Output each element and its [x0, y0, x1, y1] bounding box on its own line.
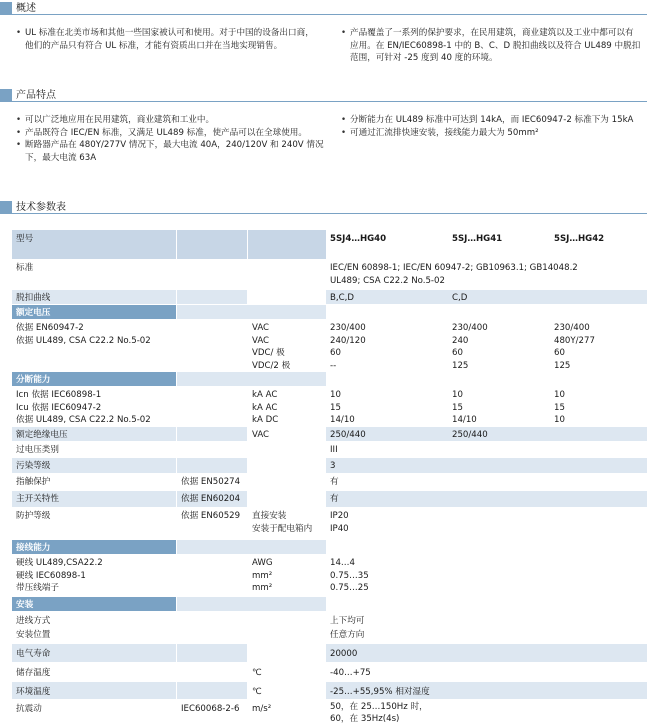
cell-line: Icn 依据 IEC60898-1	[16, 390, 102, 400]
cell-line: mm²	[252, 570, 273, 581]
list-item: • 可通过汇流排快速安装，接线能力最大为 50mm²	[341, 127, 641, 140]
group-title: 额定电压	[12, 305, 176, 319]
table-cell	[12, 612, 176, 643]
cell-line: 10	[330, 390, 341, 400]
cell-line: 进线方式	[16, 616, 51, 626]
list-item: • 断路器产品在 480Y/277V 情况下，最大电流 40A，240/120V 和 240V 情况下，最大电流 63A	[16, 139, 326, 164]
table-cell	[177, 597, 326, 611]
cell-line: VAC	[252, 335, 270, 346]
section-title: 产品特点	[16, 90, 56, 101]
table-cell	[326, 372, 647, 386]
group-row	[12, 540, 647, 555]
table-row	[12, 458, 647, 474]
table-cell: ℃	[248, 663, 326, 681]
table-cell	[326, 320, 448, 371]
table-cell: -40…+75	[326, 663, 647, 681]
table-cell	[248, 474, 326, 490]
cell-line: Icu 依据 IEC60947-2	[16, 402, 102, 413]
table-cell: III	[326, 442, 647, 457]
table-cell	[177, 320, 247, 371]
table-cell: 依据 EN60529	[177, 508, 247, 537]
table-cell	[177, 458, 247, 473]
cell-line: 14/10	[452, 415, 477, 426]
table-row	[12, 682, 647, 700]
section-specs-header	[0, 201, 647, 214]
cell-line: 60，在 35Hz(4s)	[330, 714, 400, 724]
table-cell: 5SJ…HG42	[550, 230, 647, 259]
table-cell: m/s²	[248, 700, 326, 726]
table-cell	[177, 387, 247, 426]
section-marker	[0, 201, 12, 214]
table-cell	[248, 555, 326, 596]
table-row	[12, 320, 647, 372]
table-row	[12, 260, 647, 290]
table-cell	[248, 491, 326, 507]
section-marker	[0, 89, 12, 102]
cell-line: 60	[554, 348, 565, 359]
group-title: 分断能力	[12, 372, 176, 386]
table-row	[12, 442, 647, 458]
section-overview-header	[0, 2, 647, 15]
table-cell: 环境温度	[12, 682, 176, 699]
cell-line: 125	[554, 360, 571, 371]
cell-line: --	[330, 360, 337, 371]
cell-line: IP20	[330, 511, 349, 521]
table-cell	[177, 427, 247, 441]
cell-line: 15	[452, 402, 463, 413]
group-row	[12, 597, 647, 612]
section-title: 概述	[16, 3, 36, 14]
table-row	[12, 555, 647, 597]
cell-line: 15	[554, 402, 565, 413]
table-cell: 污染等级	[12, 458, 176, 473]
cell-line: IEC/EN 60898-1; IEC/EN 60947-2; GB10963.1; GB14048.2	[330, 263, 578, 273]
list-item: • UL 标准在北美市场和其他一些国家被认可和使用。对于中国的设备出口商，他们的产品只有符合 UL 标准，才能有资质出口并在当地实现销售。	[16, 27, 322, 52]
cell-line: 60	[330, 348, 341, 359]
table-cell	[326, 305, 647, 319]
cell-line: 直接安装	[252, 511, 287, 521]
table-cell	[326, 612, 647, 643]
group-row	[12, 305, 647, 320]
cell-line: 10	[452, 390, 463, 400]
divider	[12, 101, 647, 102]
table-cell	[177, 612, 247, 643]
features-right-list	[341, 114, 641, 139]
table-cell: 主开关特性	[12, 491, 176, 507]
cell-line: 安装于配电箱内	[252, 523, 313, 534]
cell-line: 230/400	[452, 323, 488, 333]
table-cell: 标准	[12, 260, 176, 289]
table-cell: 250/440	[448, 427, 550, 441]
table-row	[12, 387, 647, 427]
table-cell: 储存温度	[12, 663, 176, 681]
list-item: • 产品既符合 IEC/EN 标准，又满足 UL489 标准，使产品可以在全球使用。	[16, 127, 326, 140]
table-cell: B,C,D	[326, 290, 448, 304]
table-cell	[248, 508, 326, 537]
cell-line: 230/400	[554, 323, 590, 333]
cell-line: 125	[452, 360, 469, 371]
group-title: 安装	[12, 597, 176, 611]
cell-line: 60	[452, 348, 463, 359]
table-cell	[448, 320, 550, 371]
cell-line: VDC/2 极	[252, 360, 291, 371]
table-cell	[248, 290, 326, 304]
table-row	[12, 644, 647, 663]
table-cell: 250/440	[326, 427, 448, 441]
cell-line: 安装位置	[16, 630, 51, 640]
cell-line: 14/10	[330, 415, 355, 426]
cell-line: 14…4	[330, 558, 355, 568]
cell-line: mm²	[252, 583, 273, 594]
table-cell	[550, 387, 647, 426]
table-cell: 20000	[326, 644, 647, 662]
section-title: 技术参数表	[16, 202, 66, 213]
cell-line: 0.75…35	[330, 570, 369, 581]
cell-line: 硬线 UL489,CSA22.2	[16, 558, 103, 568]
table-cell	[177, 230, 247, 259]
table-row	[12, 290, 647, 305]
section-features-header	[0, 89, 647, 102]
cell-line: 任意方向	[330, 630, 365, 640]
cell-line: 10	[554, 415, 565, 426]
list-item: • 产品覆盖了一系列的保护要求，在民用建筑，商业建筑以及工业中都可以有应用。在 EN/IEC60898-1 中的 B、C、D 脱扣曲线以及符合 UL489 中脱扣范围，可针对 -25 度到 40 度的环境。	[341, 27, 641, 65]
cell-line: 240	[452, 335, 469, 346]
table-cell	[326, 555, 647, 596]
table-cell	[326, 387, 448, 426]
section-marker	[0, 2, 12, 15]
table-cell	[248, 442, 326, 457]
table-cell	[248, 230, 326, 259]
table-cell	[177, 372, 326, 386]
table-cell	[177, 540, 326, 554]
cell-line: 上下均可	[330, 616, 365, 626]
table-cell: 依据 EN60204	[177, 491, 247, 507]
cell-line: kA DC	[252, 415, 279, 426]
table-cell	[550, 427, 647, 441]
table-cell	[248, 612, 326, 643]
table-cell: 有	[326, 491, 647, 507]
list-item: • 可以广泛地应用在民用建筑，商业建筑和工业中。	[16, 114, 326, 127]
table-cell: ℃	[248, 682, 326, 699]
table-cell	[248, 458, 326, 473]
table-row	[12, 508, 647, 538]
table-cell	[326, 260, 647, 289]
table-cell	[326, 700, 647, 726]
table-cell	[177, 260, 247, 289]
overview-right-list	[341, 27, 641, 65]
table-cell: 电气寿命	[12, 644, 176, 662]
table-cell: 抗震动	[12, 700, 176, 726]
table-cell: 3	[326, 458, 647, 473]
table-cell: 依据 EN50274	[177, 474, 247, 490]
table-cell	[248, 644, 326, 662]
cell-line: 带压线端子	[16, 583, 59, 594]
table-cell: 有	[326, 474, 647, 490]
cell-line: 15	[330, 402, 341, 413]
cell-line: VAC	[252, 323, 270, 333]
table-cell	[177, 442, 247, 457]
table-cell	[177, 555, 247, 596]
list-item: • 分断能力在 UL489 标准中可达到 14kA，而 IEC60947-2 标准下为 15kA	[341, 114, 641, 127]
cell-line: 480Y/277	[554, 335, 595, 346]
features-left-list	[16, 114, 326, 164]
cell-line: AWG	[252, 558, 273, 568]
cell-line: kA AC	[252, 402, 278, 413]
table-row	[12, 663, 647, 682]
cell-line: 0.75…25	[330, 583, 369, 594]
cell-line: IP40	[330, 523, 349, 534]
table-row	[12, 612, 647, 644]
cell-line: UL489; CSA C22.2 No.5-02	[330, 275, 445, 286]
table-row	[12, 427, 647, 442]
table-cell	[177, 663, 247, 681]
cell-line: 10	[554, 390, 565, 400]
table-cell: 5SJ4…HG40	[326, 230, 448, 259]
table-cell: -25…+55,95% 相对湿度	[326, 682, 647, 699]
group-row	[12, 372, 647, 387]
cell-line: VDC/ 极	[252, 348, 285, 359]
cell-line: 依据 UL489, CSA C22.2 No.5-02	[16, 335, 151, 346]
table-cell	[326, 508, 647, 537]
table-cell	[448, 387, 550, 426]
table-cell: 指触保护	[12, 474, 176, 490]
table-cell: 额定绝缘电压	[12, 427, 176, 441]
table-cell	[177, 682, 247, 699]
table-cell: IEC60068-2-6	[177, 700, 247, 726]
table-cell	[177, 290, 247, 304]
overview-left-list	[16, 27, 322, 52]
cell-line: 50，在 25…150Hz 时，	[330, 702, 428, 712]
table-cell: 防护等级	[12, 508, 176, 537]
table-cell: 过电压类别	[12, 442, 176, 457]
divider	[12, 14, 647, 15]
table-cell	[248, 320, 326, 371]
table-header-row	[12, 230, 647, 260]
divider	[12, 213, 647, 214]
table-row	[12, 700, 647, 727]
table-cell	[177, 644, 247, 662]
cell-line: 230/400	[330, 323, 366, 333]
table-cell: C,D	[448, 290, 550, 304]
table-cell: 脱扣曲线	[12, 290, 176, 304]
table-cell	[248, 260, 326, 289]
table-cell	[12, 555, 176, 596]
table-row	[12, 491, 647, 508]
table-cell: 型号	[12, 230, 176, 259]
table-row	[12, 474, 647, 491]
table-cell	[12, 387, 176, 426]
table-cell: 5SJ…HG41	[448, 230, 550, 259]
table-cell	[326, 540, 647, 554]
table-cell	[550, 290, 647, 304]
cell-line: 依据 EN60947-2	[16, 323, 84, 333]
cell-line: kA AC	[252, 390, 278, 400]
table-cell	[177, 305, 326, 319]
table-cell	[550, 320, 647, 371]
table-cell	[326, 597, 647, 611]
cell-line: 240/120	[330, 335, 366, 346]
cell-line: 依据 UL489, CSA C22.2 No.5-02	[16, 415, 151, 426]
cell-line: 硬线 IEC60898-1	[16, 570, 86, 581]
table-cell	[248, 387, 326, 426]
table-cell: VAC	[248, 427, 326, 441]
group-title: 接线能力	[12, 540, 176, 554]
table-cell	[12, 320, 176, 371]
